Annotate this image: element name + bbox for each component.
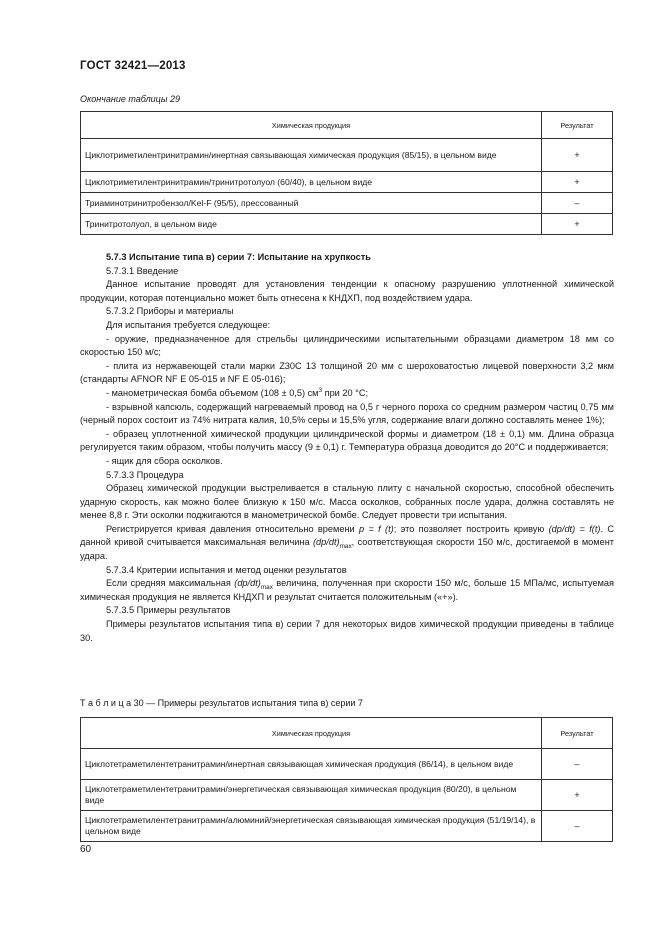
table-row	[81, 749, 613, 780]
table-row	[81, 811, 613, 842]
page-number: 60	[80, 844, 92, 855]
table-row	[81, 214, 613, 235]
list-item: - плита из нержавеющей стали марки Z30C 13 толщиной 20 мм с шероховатостью лицевой поверхности 3,2 мкм (стандарты AFNOR NF E 05-015 и NF E 05-016);	[80, 360, 614, 385]
subscript: max	[339, 543, 352, 551]
subsection-heading: 5.7.3.4 Критерии испытания и метод оценки результатов	[106, 564, 347, 575]
paragraph: Примеры результатов испытания типа в) серии 7 для некоторых видов химической продукции приведены в таблице 30.	[80, 619, 614, 643]
text-run: ; это позволяет построить кривую	[393, 523, 549, 534]
cell-result: –	[542, 193, 613, 214]
section-body	[80, 251, 614, 645]
subsection-heading: 5.7.3.2 Приборы и материалы	[106, 306, 234, 317]
text-run: Если средняя максимальная	[106, 578, 235, 589]
cell-result: +	[542, 780, 613, 811]
cell-product: Циклотриметилентринитрамин/инертная связывающая химическая продукция (85/15), в цельном виде	[81, 139, 542, 172]
column-header-product: Химическая продукция	[81, 718, 542, 749]
table-row	[81, 780, 613, 811]
formula: (dp/dt)	[234, 578, 261, 589]
paragraph	[80, 523, 614, 564]
column-header-result: Результат	[542, 112, 613, 139]
table-29-continuation-caption: Окончание таблицы 29	[80, 94, 180, 104]
text-run: величина, полученная при скорости 150 м/с, больше 15 МПа/мс, испытуемая химическая продукция не является КНДХП и результат считается положительным («+»).	[80, 578, 614, 602]
list-item: - образец уплотненной химической продукции цилиндрической формы и диаметром (18 ± 0,1) мм. Длина образца регулируется таким образом, чтобы получить массу (9 ± 0,1) г. Температура образца доводится до 20°С и поддерживается;	[80, 428, 614, 453]
standard-header: ГОСТ 32421—2013	[80, 60, 186, 72]
cell-product: Циклотетраметилентетранитрамин/алюминий/энергетическая связывающая химическая продукция (51/19/14), в цельном виде	[81, 811, 542, 842]
list-item: - ящик для сбора осколков.	[106, 455, 223, 466]
text-run: при 20 °С;	[322, 387, 369, 398]
cell-result: +	[542, 214, 613, 235]
subsection-heading: 5.7.3.3 Процедура	[106, 469, 184, 480]
paragraph: Образец химической продукции выстреливается в стальную плиту с начальной скоростью, способной обеспечить ударную скорость, как можно более близкую к 150 м/с. Масса осколков, собранных после удара, должна составлять не менее 8,8 г. Эти осколки поджигаются в манометрической бомбе. Следует провести три испытания.	[80, 483, 614, 521]
formula: (dp/dt)	[313, 537, 340, 548]
list-item	[80, 387, 614, 401]
table-30-title: Т а б л и ц а 30 — Примеры результатов испытания типа в) серии 7	[80, 698, 363, 708]
paragraph: Данное испытание проводят для установления тенденции к опасному разрушению уплотненной химической продукции, которая потенциально может быть отнесена к КНДХП, под воздействием удара.	[80, 279, 614, 303]
cell-product: Циклотетраметилентетранитрамин/инертная связывающая химическая продукция (86/14), в цельном виде	[81, 749, 542, 780]
cell-result: –	[542, 749, 613, 780]
section-heading: 5.7.3 Испытание типа в) серии 7: Испытание на хрупкость	[106, 252, 371, 262]
cell-product: Триаминотринитробензол/Kel-F (95/5), прессованный	[81, 193, 542, 214]
cell-result: +	[542, 139, 613, 172]
cell-result: +	[542, 172, 613, 193]
cell-result: –	[542, 811, 613, 842]
list-item: - взрывной капсюль, содержащий нагреваемый провод на 0,5 г черного пороха со средним размером частиц 0,75 мм (черный порох состоит из 74% нитрата калия, 10,5% серы и 15,5% угля, содержание влаги должно составлять менее 1%);	[80, 401, 614, 426]
subsection-heading: 5.7.3.5 Примеры результатов	[106, 605, 231, 616]
cell-product: Циклотетраметилентетранитрамин/энергетическая связывающая химическая продукция (80/20), в цельном виде	[81, 780, 542, 811]
list-item: - оружие, предназначенное для стрельбы цилиндрическими испытательными образцами диаметром 18 мм со скоростью 150 м/с;	[80, 333, 614, 358]
cell-product: Тринитротолуол, в цельном виде	[81, 214, 542, 235]
table-row	[81, 139, 613, 172]
table-row	[81, 193, 613, 214]
column-header-result: Результат	[542, 718, 613, 749]
text-run: - манометрическая бомба объемом (108 ± 0,5) см	[106, 387, 319, 398]
column-header-product: Химическая продукция	[81, 112, 542, 139]
text-run: , соответствующая скорости 150 м/с, достигаемой в момент удара.	[80, 537, 614, 562]
superscript: 3	[318, 386, 323, 394]
table-29	[80, 111, 613, 235]
cell-product: Циклотриметилентринитрамин/тринитротолуол (60/40), в цельном виде	[81, 172, 542, 193]
paragraph	[80, 577, 614, 604]
subsection-heading: 5.7.3.1 Введение	[106, 265, 179, 276]
formula: р = f (t)	[358, 523, 394, 534]
subscript: max	[260, 584, 273, 592]
text-run: Регистрируется кривая давления относительно времени	[106, 523, 359, 534]
paragraph: Для испытания требуется следующее:	[106, 319, 271, 330]
table-30	[80, 717, 613, 842]
table-header-row	[81, 112, 613, 139]
table-header-row	[81, 718, 613, 749]
text-run: . С данной кривой считывается максимальная величина	[80, 523, 614, 548]
formula: (dp/dt) = f(t)	[548, 523, 601, 534]
table-row	[81, 172, 613, 193]
